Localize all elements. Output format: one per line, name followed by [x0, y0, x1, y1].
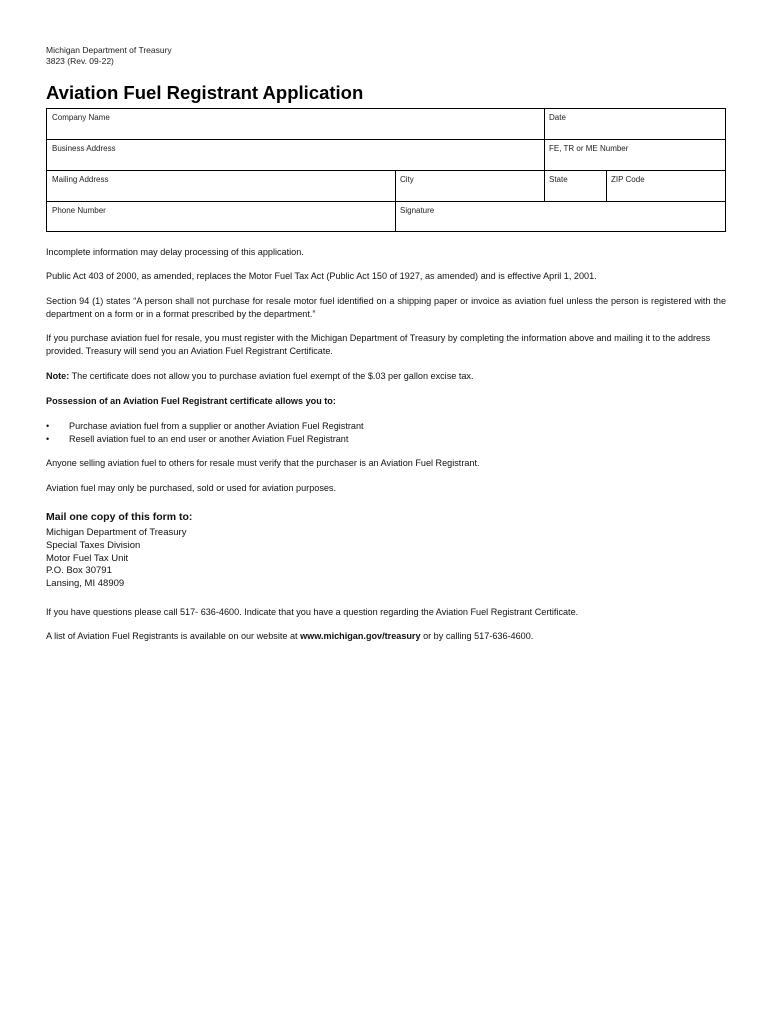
signature-label: Signature: [400, 206, 435, 215]
zip-code-label: ZIP Code: [611, 175, 645, 184]
registrant-list-phone-text: or by calling 517-636-4600.: [420, 631, 534, 641]
list-item-text: Purchase aviation fuel from a supplier or another Aviation Fuel Registrant: [69, 421, 364, 431]
list-item-text: Resell aviation fuel to an end user or another Aviation Fuel Registrant: [69, 434, 349, 444]
address-line: Special Taxes Division: [46, 539, 141, 551]
address-line: Michigan Department of Treasury: [46, 527, 187, 538]
mail-to-heading: Mail one copy of this form to:: [46, 511, 193, 523]
date-label: Date: [549, 113, 566, 122]
section-94-paragraph: Section 94 (1) states “A person shall not purchase for resale motor fuel identified on a shipping paper or invoice as aviation fuel unless the person is registered with the department on a form or in a format prescribed by the department.”: [46, 296, 726, 319]
allowed-actions-list: [46, 420, 726, 446]
registration-form-grid: [46, 108, 726, 232]
company-name-field[interactable]: [47, 109, 544, 139]
mailing-address-block: [46, 527, 186, 591]
registration-instructions-paragraph: If you purchase aviation fuel for resale, you must register with the Michigan Department of Treasury by completing the information above and mailing it to the address provided. Treasury will send you an Aviation Fuel Registrant Certificate.: [46, 333, 711, 356]
note-label: Note:: [46, 371, 70, 381]
business-address-label: Business Address: [52, 144, 116, 153]
list-item: [46, 420, 726, 433]
resale-verification-paragraph: Anyone selling aviation fuel to others for resale must verify that the purchaser is an Aviation Fuel Registrant.: [46, 458, 480, 468]
address-line: Motor Fuel Tax Unit: [46, 552, 129, 564]
phone-number-label: Phone Number: [52, 206, 106, 215]
incomplete-info-notice: Incomplete information may delay processing of this application.: [46, 247, 304, 257]
treasury-website-link[interactable]: www.michigan.gov/treasury: [300, 631, 421, 641]
public-act-paragraph: Public Act 403 of 2000, as amended, replaces the Motor Fuel Tax Act (Public Act 150 of 1927, as amended) and is effective April 1, 2001.: [46, 271, 597, 281]
company-name-label: Company Name: [52, 113, 110, 122]
note-text: The certificate does not allow you to purchase aviation fuel exempt of the $.03 per gallon excise tax.: [69, 371, 474, 381]
business-address-field[interactable]: [47, 140, 544, 170]
mailing-address-field[interactable]: [47, 171, 395, 201]
state-label: State: [549, 175, 568, 184]
zip-code-field[interactable]: [606, 171, 726, 201]
city-field[interactable]: [395, 171, 544, 201]
mailing-address-label: Mailing Address: [52, 175, 109, 184]
possession-heading: Possession of an Aviation Fuel Registrant certificate allows you to:: [46, 396, 336, 406]
registrant-list-paragraph: [46, 630, 726, 643]
fe-tr-me-number-field[interactable]: [544, 140, 726, 170]
bullet-mark: •: [46, 434, 50, 444]
registrant-list-text: A list of Aviation Fuel Registrants is available on our website at: [46, 631, 301, 641]
bullet-mark: •: [46, 421, 50, 431]
city-label: City: [400, 175, 414, 184]
list-item: [46, 433, 726, 446]
state-field[interactable]: [544, 171, 606, 201]
form-number: 3823 (Rev. 09-22): [46, 55, 114, 66]
address-line: P.O. Box 30791: [46, 565, 112, 577]
agency-header: [46, 45, 172, 66]
address-line: Lansing, MI 48909: [46, 578, 125, 590]
note-paragraph: [46, 370, 726, 383]
phone-number-field[interactable]: [47, 202, 395, 232]
date-field[interactable]: [544, 109, 726, 139]
aviation-purposes-paragraph: Aviation fuel may only be purchased, sold or used for aviation purposes.: [46, 483, 336, 493]
signature-field[interactable]: [395, 202, 726, 232]
questions-paragraph: If you have questions please call 517- 636-4600. Indicate that you have a question regarding the Aviation Fuel Registrant Certificate.: [46, 607, 579, 617]
fe-tr-me-number-label: FE, TR or ME Number: [549, 144, 629, 153]
page-title: Aviation Fuel Registrant Application: [46, 82, 364, 103]
agency-name: Michigan Department of Treasury: [46, 45, 172, 55]
